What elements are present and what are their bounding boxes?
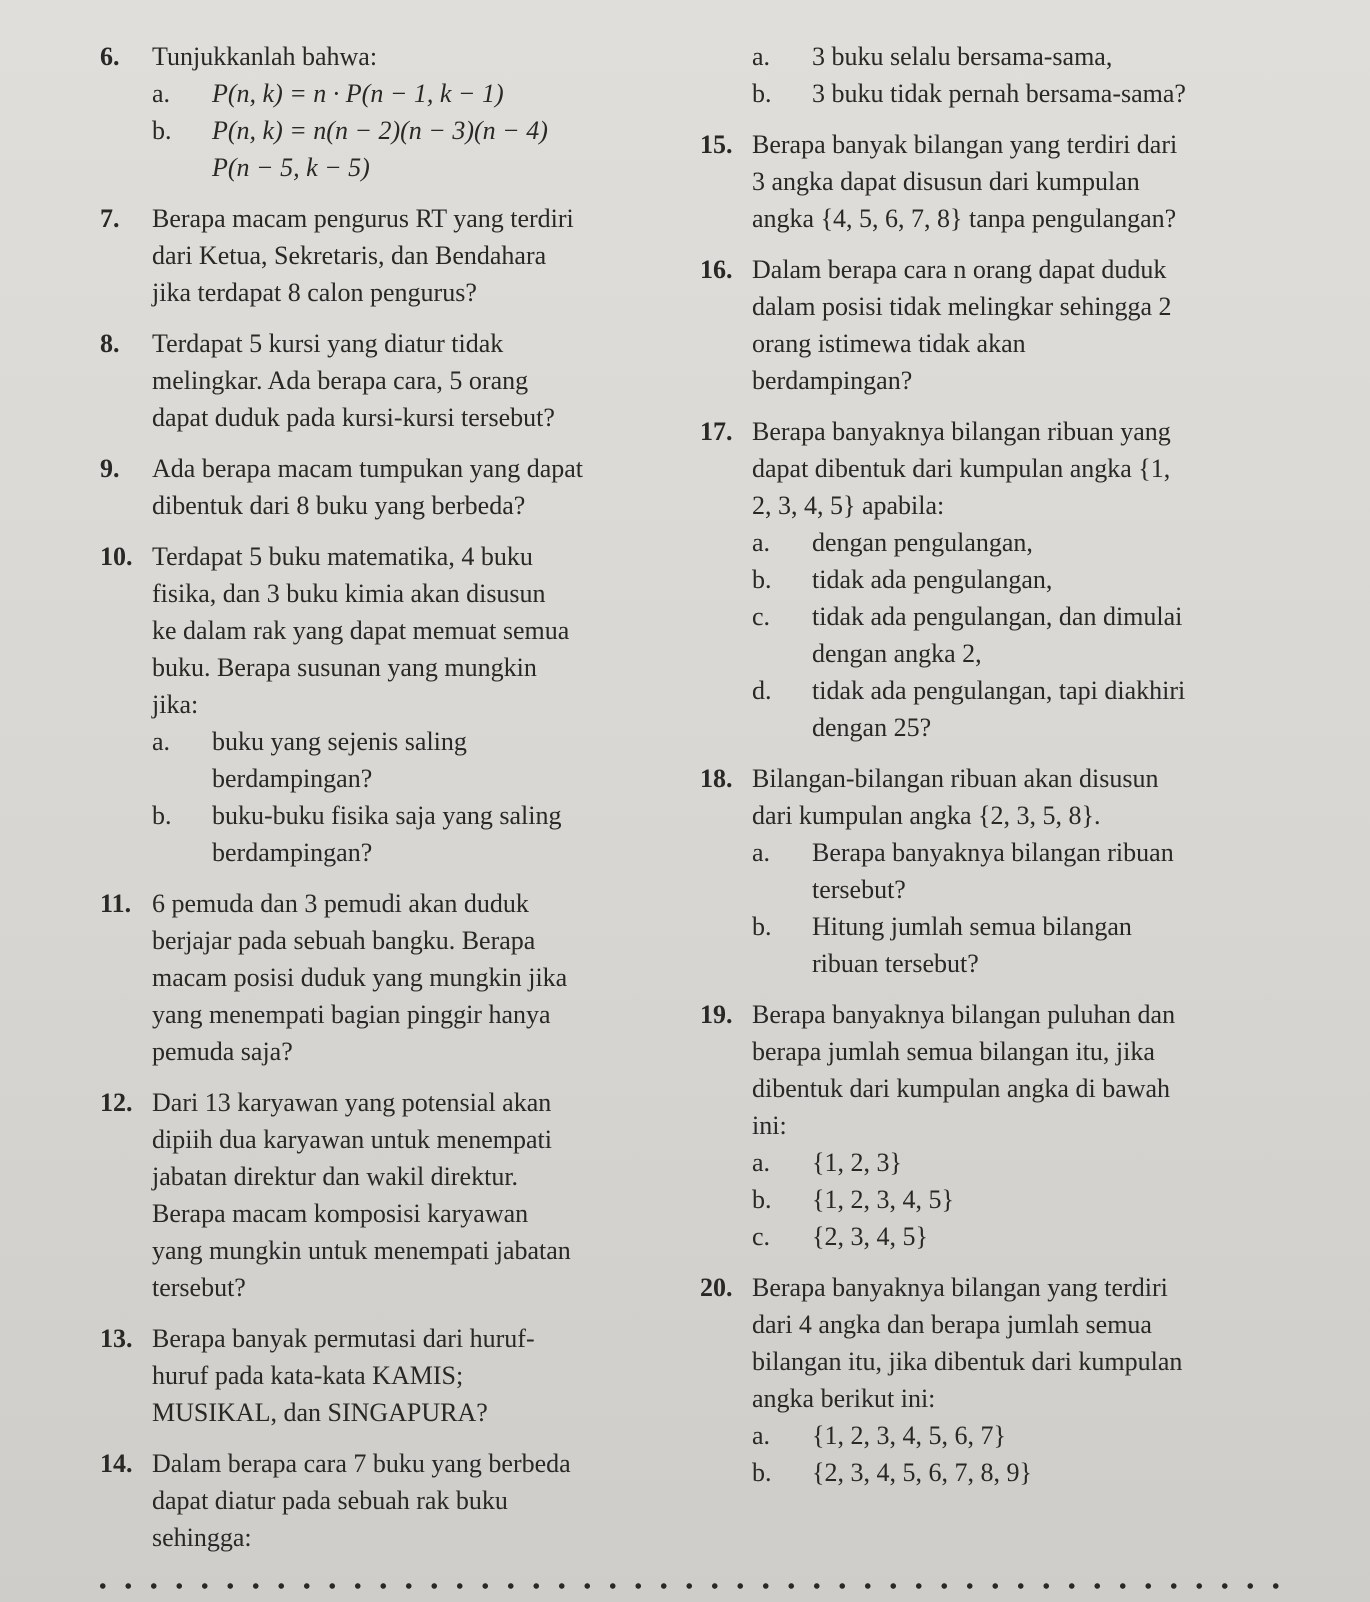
spacer <box>100 186 660 200</box>
spacer <box>700 1255 1300 1269</box>
text-line: macam posisi duduk yang mungkin jika <box>152 963 568 992</box>
sub-question-text <box>812 524 1300 561</box>
text-line: buku yang sejenis saling <box>212 727 467 756</box>
question-number: 13. <box>100 1324 133 1353</box>
spacer <box>700 237 1300 251</box>
spacer <box>700 982 1300 996</box>
text-line: berdampingan? <box>752 366 913 395</box>
sub-question <box>152 112 660 186</box>
text-line: Hitung jumlah semua bilangan <box>812 912 1132 941</box>
text-line: P(n, k) = n(n − 2)(n − 3)(n − 4) <box>212 116 548 145</box>
sub-question-label: b. <box>152 801 172 830</box>
text-line: tidak ada pengulangan, <box>812 565 1053 594</box>
text-line: dibentuk dari 8 buku yang berbeda? <box>152 491 526 520</box>
text-line: dari Ketua, Sekretaris, dan Bendahara <box>152 241 547 270</box>
sub-question-label: a. <box>752 528 771 557</box>
text-line: dari kumpulan angka {2, 3, 5, 8}. <box>752 801 1101 830</box>
text-line: dengan 25? <box>812 713 932 742</box>
text-line: dapat duduk pada kursi-kursi tersebut? <box>152 403 555 432</box>
question <box>100 1084 660 1306</box>
text-line: Dalam berapa cara 7 buku yang berbeda <box>152 1449 571 1478</box>
text-line: tersebut? <box>812 875 906 904</box>
text-line: dipiih dua karyawan untuk menempati <box>152 1125 553 1154</box>
spacer <box>100 1306 660 1320</box>
sub-question <box>152 723 660 797</box>
text-line: Berapa banyak permutasi dari huruf- <box>152 1324 535 1353</box>
question <box>700 760 1300 982</box>
text-line: P(n, k) = n · P(n − 1, k − 1) <box>212 79 504 108</box>
text-line: ini: <box>752 1111 787 1140</box>
text-line: Bilangan-bilangan ribuan akan disusun <box>752 764 1159 793</box>
text-line: 2, 3, 4, 5} apabila: <box>752 491 945 520</box>
text-line: 3 buku selalu bersama-sama, <box>812 42 1113 71</box>
text-line: fisika, dan 3 buku kimia akan disusun <box>152 579 546 608</box>
sub-question-text <box>812 1417 1300 1454</box>
question-text <box>752 760 1300 834</box>
sub-question-text <box>812 598 1300 672</box>
sub-question <box>752 1454 1300 1491</box>
sub-question-label: a. <box>752 1148 771 1177</box>
right-column <box>700 38 1300 1505</box>
text-line: Terdapat 5 kursi yang diatur tidak <box>152 329 504 358</box>
text-line: bilangan itu, jika dibentuk dari kumpulan <box>752 1347 1183 1376</box>
text-line: jika terdapat 8 calon pengurus? <box>152 278 477 307</box>
text-line: ke dalam rak yang dapat memuat semua <box>152 616 570 645</box>
text-line: jika: <box>152 690 199 719</box>
sub-question <box>752 38 1300 75</box>
question <box>100 325 660 436</box>
question-text <box>752 126 1300 237</box>
text-line: Terdapat 5 buku matematika, 4 buku <box>152 542 533 571</box>
question-number: 8. <box>100 329 120 358</box>
question-number: 14. <box>100 1449 133 1478</box>
text-line: 6 pemuda dan 3 pemudi akan duduk <box>152 889 529 918</box>
spacer <box>100 1431 660 1445</box>
text-line: sehingga: <box>152 1523 252 1552</box>
text-line: Ada berapa macam tumpukan yang dapat <box>152 454 583 483</box>
question-number: 12. <box>100 1088 133 1117</box>
question <box>700 996 1300 1255</box>
text-line: {2, 3, 4, 5, 6, 7, 8, 9} <box>812 1458 1032 1487</box>
sub-question-label: a. <box>152 727 171 756</box>
question <box>100 1320 660 1431</box>
sub-question-text <box>812 561 1300 598</box>
sub-question-text <box>812 1454 1300 1491</box>
text-line: Berapa banyaknya bilangan puluhan dan <box>752 1000 1176 1029</box>
sub-question <box>752 1144 1300 1181</box>
text-line: P(n − 5, k − 5) <box>212 153 370 182</box>
sub-question-label: c. <box>752 602 771 631</box>
question-text <box>752 413 1300 524</box>
question-number: 17. <box>700 417 733 446</box>
text-line: Berapa banyaknya bilangan ribuan yang <box>752 417 1171 446</box>
text-line: dapat dibentuk dari kumpulan angka {1, <box>752 454 1171 483</box>
question-number: 18. <box>700 764 733 793</box>
question <box>100 538 660 871</box>
question <box>100 1445 660 1556</box>
text-line: angka berikut ini: <box>752 1384 936 1413</box>
sub-question-label: a. <box>152 79 171 108</box>
sub-question <box>752 561 1300 598</box>
text-line: {1, 2, 3, 4, 5} <box>812 1185 954 1214</box>
text-line: MUSIKAL, dan SINGAPURA? <box>152 1398 488 1427</box>
text-line: tidak ada pengulangan, tapi diakhiri <box>812 676 1186 705</box>
spacer <box>100 311 660 325</box>
sub-question <box>152 75 660 112</box>
question <box>700 1269 1300 1491</box>
sub-question-text <box>212 75 660 112</box>
question-number: 9. <box>100 454 120 483</box>
sub-question-text <box>812 1144 1300 1181</box>
sub-question <box>752 1218 1300 1255</box>
text-line: Dalam berapa cara n orang dapat duduk <box>752 255 1167 284</box>
text-line: Berapa macam komposisi karyawan <box>152 1199 529 1228</box>
question-text <box>152 38 660 75</box>
text-line: yang menempati bagian pinggir hanya <box>152 1000 551 1029</box>
sub-question-text <box>212 723 660 797</box>
text-line: {1, 2, 3} <box>812 1148 902 1177</box>
sub-question-text <box>812 1218 1300 1255</box>
text-line: Berapa macam pengurus RT yang terdiri <box>152 204 574 233</box>
sub-question-text <box>812 672 1300 746</box>
question <box>700 413 1300 746</box>
question-text <box>152 885 660 1070</box>
text-line: Berapa banyak bilangan yang terdiri dari <box>752 130 1178 159</box>
question-number: 20. <box>700 1273 733 1302</box>
sub-question-label: b. <box>152 116 172 145</box>
sub-question-text <box>812 38 1300 75</box>
question-text <box>752 251 1300 399</box>
sub-question-text <box>812 75 1300 112</box>
question <box>100 450 660 524</box>
text-line: {2, 3, 4, 5} <box>812 1222 928 1251</box>
question-text <box>152 450 660 524</box>
text-line: melingkar. Ada berapa cara, 5 orang <box>152 366 529 395</box>
spacer <box>100 524 660 538</box>
text-line: dengan pengulangan, <box>812 528 1033 557</box>
question <box>700 38 1300 112</box>
question-text <box>752 1269 1300 1417</box>
spacer <box>700 746 1300 760</box>
sub-question-text <box>212 112 660 186</box>
spacer <box>100 1556 660 1570</box>
sub-question-text <box>812 1181 1300 1218</box>
question-number: 10. <box>100 542 133 571</box>
text-line: dalam posisi tidak melingkar sehingga 2 <box>752 292 1172 321</box>
question-text <box>152 325 660 436</box>
question <box>100 885 660 1070</box>
left-column <box>100 38 660 1570</box>
sub-question <box>752 75 1300 112</box>
sub-question-label: a. <box>752 838 771 867</box>
question-text <box>152 538 660 723</box>
sub-question-label: b. <box>752 79 772 108</box>
spacer <box>700 1491 1300 1505</box>
question-number: 19. <box>700 1000 733 1029</box>
question-text <box>152 200 660 311</box>
question <box>100 200 660 311</box>
text-line: berdampingan? <box>212 764 373 793</box>
question-number: 6. <box>100 42 120 71</box>
text-line: angka {4, 5, 6, 7, 8} tanpa pengulangan? <box>752 204 1177 233</box>
sub-question-label: b. <box>752 912 772 941</box>
sub-question <box>752 834 1300 908</box>
sub-question <box>752 598 1300 672</box>
sub-question-text <box>812 834 1300 908</box>
text-line: dengan angka 2, <box>812 639 982 668</box>
text-line: tidak ada pengulangan, dan dimulai <box>812 602 1183 631</box>
question-number: 15. <box>700 130 733 159</box>
sub-question-label: a. <box>752 1421 771 1450</box>
spacer <box>700 399 1300 413</box>
text-line: berjajar pada sebuah bangku. Berapa <box>152 926 536 955</box>
text-line: 3 angka dapat disusun dari kumpulan <box>752 167 1140 196</box>
question-text <box>152 1084 660 1306</box>
text-line: huruf pada kata-kata KAMIS; <box>152 1361 464 1390</box>
spacer <box>700 112 1300 126</box>
sub-question <box>752 524 1300 561</box>
text-line: buku. Berapa susunan yang mungkin <box>152 653 537 682</box>
question-number: 11. <box>100 889 132 918</box>
question <box>700 251 1300 399</box>
text-line: yang mungkin untuk menempati jabatan <box>152 1236 571 1265</box>
text-line: orang istimewa tidak akan <box>752 329 1026 358</box>
question-text <box>152 1445 660 1556</box>
sub-question-label: a. <box>752 42 771 71</box>
text-line: berdampingan? <box>212 838 373 867</box>
dotted-divider <box>90 1582 1290 1590</box>
text-line: Tunjukkanlah bahwa: <box>152 42 378 71</box>
spacer <box>100 436 660 450</box>
sub-question-text <box>212 797 660 871</box>
sub-question-label: c. <box>752 1222 771 1251</box>
sub-question <box>752 1417 1300 1454</box>
text-line: dibentuk dari kumpulan angka di bawah <box>752 1074 1171 1103</box>
question-text <box>152 1320 660 1431</box>
sub-question <box>752 672 1300 746</box>
question-number: 7. <box>100 204 120 233</box>
text-line: dari 4 angka dan berapa jumlah semua <box>752 1310 1152 1339</box>
text-line: berapa jumlah semua bilangan itu, jika <box>752 1037 1155 1066</box>
sub-question-label: d. <box>752 676 772 705</box>
sub-question <box>752 1181 1300 1218</box>
question <box>700 126 1300 237</box>
text-line: {1, 2, 3, 4, 5, 6, 7} <box>812 1421 1006 1450</box>
text-line: 3 buku tidak pernah bersama-sama? <box>812 79 1186 108</box>
sub-question-label: b. <box>752 1185 772 1214</box>
sub-question-text <box>812 908 1300 982</box>
sub-question <box>152 797 660 871</box>
text-line: Dari 13 karyawan yang potensial akan <box>152 1088 552 1117</box>
text-line: jabatan direktur dan wakil direktur. <box>152 1162 519 1191</box>
question <box>100 38 660 186</box>
spacer <box>100 1070 660 1084</box>
sub-question <box>752 908 1300 982</box>
question-text <box>752 996 1300 1144</box>
text-line: Berapa banyaknya bilangan ribuan <box>812 838 1174 867</box>
text-line: pemuda saja? <box>152 1037 293 1066</box>
text-line: tersebut? <box>152 1273 246 1302</box>
text-line: Berapa banyaknya bilangan yang terdiri <box>752 1273 1168 1302</box>
spacer <box>100 871 660 885</box>
text-line: dapat diatur pada sebuah rak buku <box>152 1486 508 1515</box>
text-line: buku-buku fisika saja yang saling <box>212 801 562 830</box>
sub-question-label: b. <box>752 565 772 594</box>
sub-question-label: b. <box>752 1458 772 1487</box>
question-number: 16. <box>700 255 733 284</box>
text-line: ribuan tersebut? <box>812 949 979 978</box>
